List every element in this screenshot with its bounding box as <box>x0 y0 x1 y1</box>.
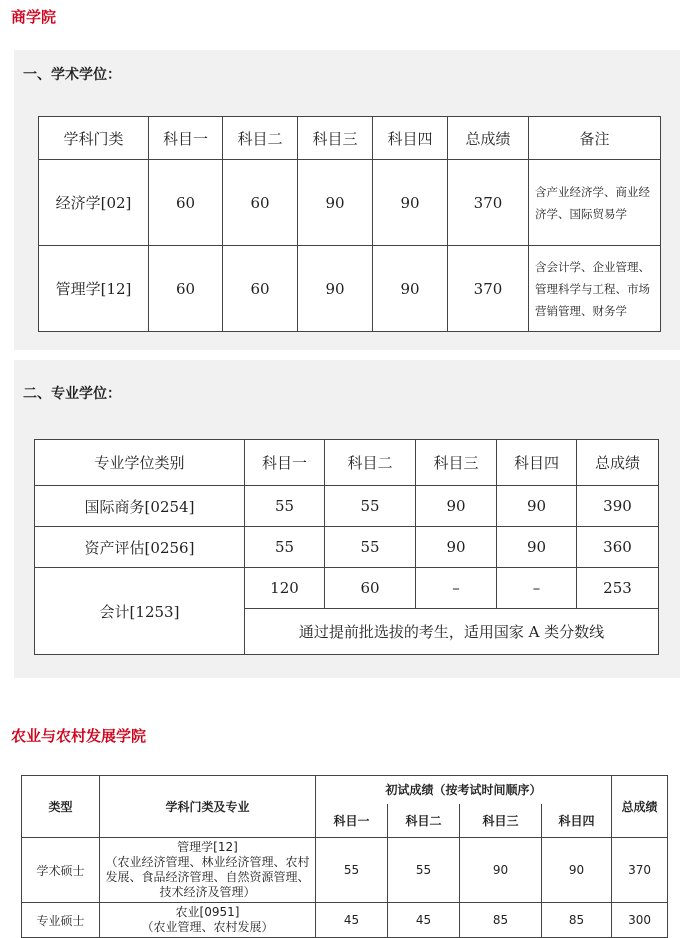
score-cell: 45 <box>388 903 460 938</box>
header-cell: 备注 <box>529 117 661 160</box>
header-cell: 科目四 <box>497 440 577 486</box>
type-cell: 专业硕士 <box>22 903 100 938</box>
degree-cell: 国际商务[0254] <box>35 486 245 527</box>
score-cell: 90 <box>460 838 542 903</box>
table-row <box>39 246 661 332</box>
score-cell: 55 <box>388 838 460 903</box>
header-cell: 类型 <box>22 776 100 838</box>
header-cell: 专业学位类别 <box>35 440 245 486</box>
total-cell: 360 <box>577 527 659 568</box>
score-cell: 60 <box>149 160 223 246</box>
table-row <box>35 568 659 609</box>
professional-table <box>34 439 659 655</box>
score-cell: 60 <box>325 568 416 609</box>
score-cell: 55 <box>316 838 388 903</box>
discipline-line: 技术经济及管理） <box>159 885 256 899</box>
discipline-line: 管理学[12] <box>177 840 238 854</box>
score-cell: 90 <box>416 486 497 527</box>
header-cell: 科目三 <box>416 440 497 486</box>
note-cell: 含会计学、企业管理、管理科学与工程、市场营销管理、财务学 <box>529 246 661 332</box>
score-cell: 60 <box>149 246 223 332</box>
score-cell: 55 <box>325 527 416 568</box>
score-cell: 55 <box>325 486 416 527</box>
discipline-line: 发展、食品经济管理、自然资源管理、 <box>105 870 310 884</box>
total-cell: 370 <box>448 246 529 332</box>
score-cell: 55 <box>245 527 325 568</box>
discipline-line: 农业[0951] <box>175 905 240 919</box>
header-cell: 总成绩 <box>612 776 668 838</box>
score-cell: 90 <box>373 160 448 246</box>
agri-table <box>21 775 668 938</box>
agri-school-title: 农业与农村发展学院 <box>11 727 147 745</box>
score-cell: 90 <box>298 160 373 246</box>
header-cell: 科目二 <box>223 117 298 160</box>
table-row <box>39 160 661 246</box>
table-header-row <box>22 776 668 804</box>
academic-heading: 一、学术学位： <box>23 67 121 83</box>
discipline-cell: 管理学[12] <box>39 246 149 332</box>
score-cell: 60 <box>223 246 298 332</box>
total-cell: 370 <box>612 838 668 903</box>
header-cell: 科目二 <box>325 440 416 486</box>
score-cell: 120 <box>245 568 325 609</box>
header-cell: 科目四 <box>542 804 612 838</box>
degree-cell: 资产评估[0256] <box>35 527 245 568</box>
header-cell: 科目一 <box>245 440 325 486</box>
discipline-cell <box>100 838 316 903</box>
table-header-row <box>35 440 659 486</box>
total-cell: 300 <box>612 903 668 938</box>
score-cell: 85 <box>542 903 612 938</box>
professional-heading: 二、专业学位： <box>23 386 121 402</box>
header-cell: 学科门类 <box>39 117 149 160</box>
degree-cell: 会计[1253] <box>35 568 245 655</box>
header-cell: 科目一 <box>316 804 388 838</box>
score-cell: 60 <box>223 160 298 246</box>
table-row <box>22 903 668 938</box>
header-cell: 总成绩 <box>577 440 659 486</box>
total-cell: 390 <box>577 486 659 527</box>
header-cell: 科目三 <box>460 804 542 838</box>
header-cell: 学科门类及专业 <box>100 776 316 838</box>
header-cell: 科目二 <box>388 804 460 838</box>
header-cell: 科目四 <box>373 117 448 160</box>
business-school-title: 商学院 <box>11 8 57 26</box>
score-cell: 90 <box>298 246 373 332</box>
score-cell: 90 <box>497 486 577 527</box>
discipline-line: （农业经济管理、林业经济管理、农村 <box>105 855 310 869</box>
note-cell: 通过提前批选拔的考生，适用国家 A 类分数线 <box>245 609 659 655</box>
score-cell: 90 <box>416 527 497 568</box>
discipline-line: （农业管理、农村发展） <box>141 920 274 934</box>
score-cell: 90 <box>497 527 577 568</box>
score-cell: 85 <box>460 903 542 938</box>
score-cell: 55 <box>245 486 325 527</box>
academic-table <box>38 116 661 332</box>
note-cell: 含产业经济学、商业经济学、国际贸易学 <box>529 160 661 246</box>
header-cell: 科目一 <box>149 117 223 160</box>
header-cell: 总成绩 <box>448 117 529 160</box>
total-cell: 253 <box>577 568 659 609</box>
score-cell: 90 <box>542 838 612 903</box>
table-header-row <box>39 117 661 160</box>
table-row <box>35 527 659 568</box>
score-cell: 90 <box>373 246 448 332</box>
header-cell: 科目三 <box>298 117 373 160</box>
total-cell: 370 <box>448 160 529 246</box>
score-cell: – <box>416 568 497 609</box>
score-cell: – <box>497 568 577 609</box>
type-cell: 学术硕士 <box>22 838 100 903</box>
table-row <box>35 486 659 527</box>
header-cell: 初试成绩（按考试时间顺序） <box>316 776 612 804</box>
discipline-cell <box>100 903 316 938</box>
discipline-cell: 经济学[02] <box>39 160 149 246</box>
table-row <box>22 838 668 903</box>
score-cell: 45 <box>316 903 388 938</box>
